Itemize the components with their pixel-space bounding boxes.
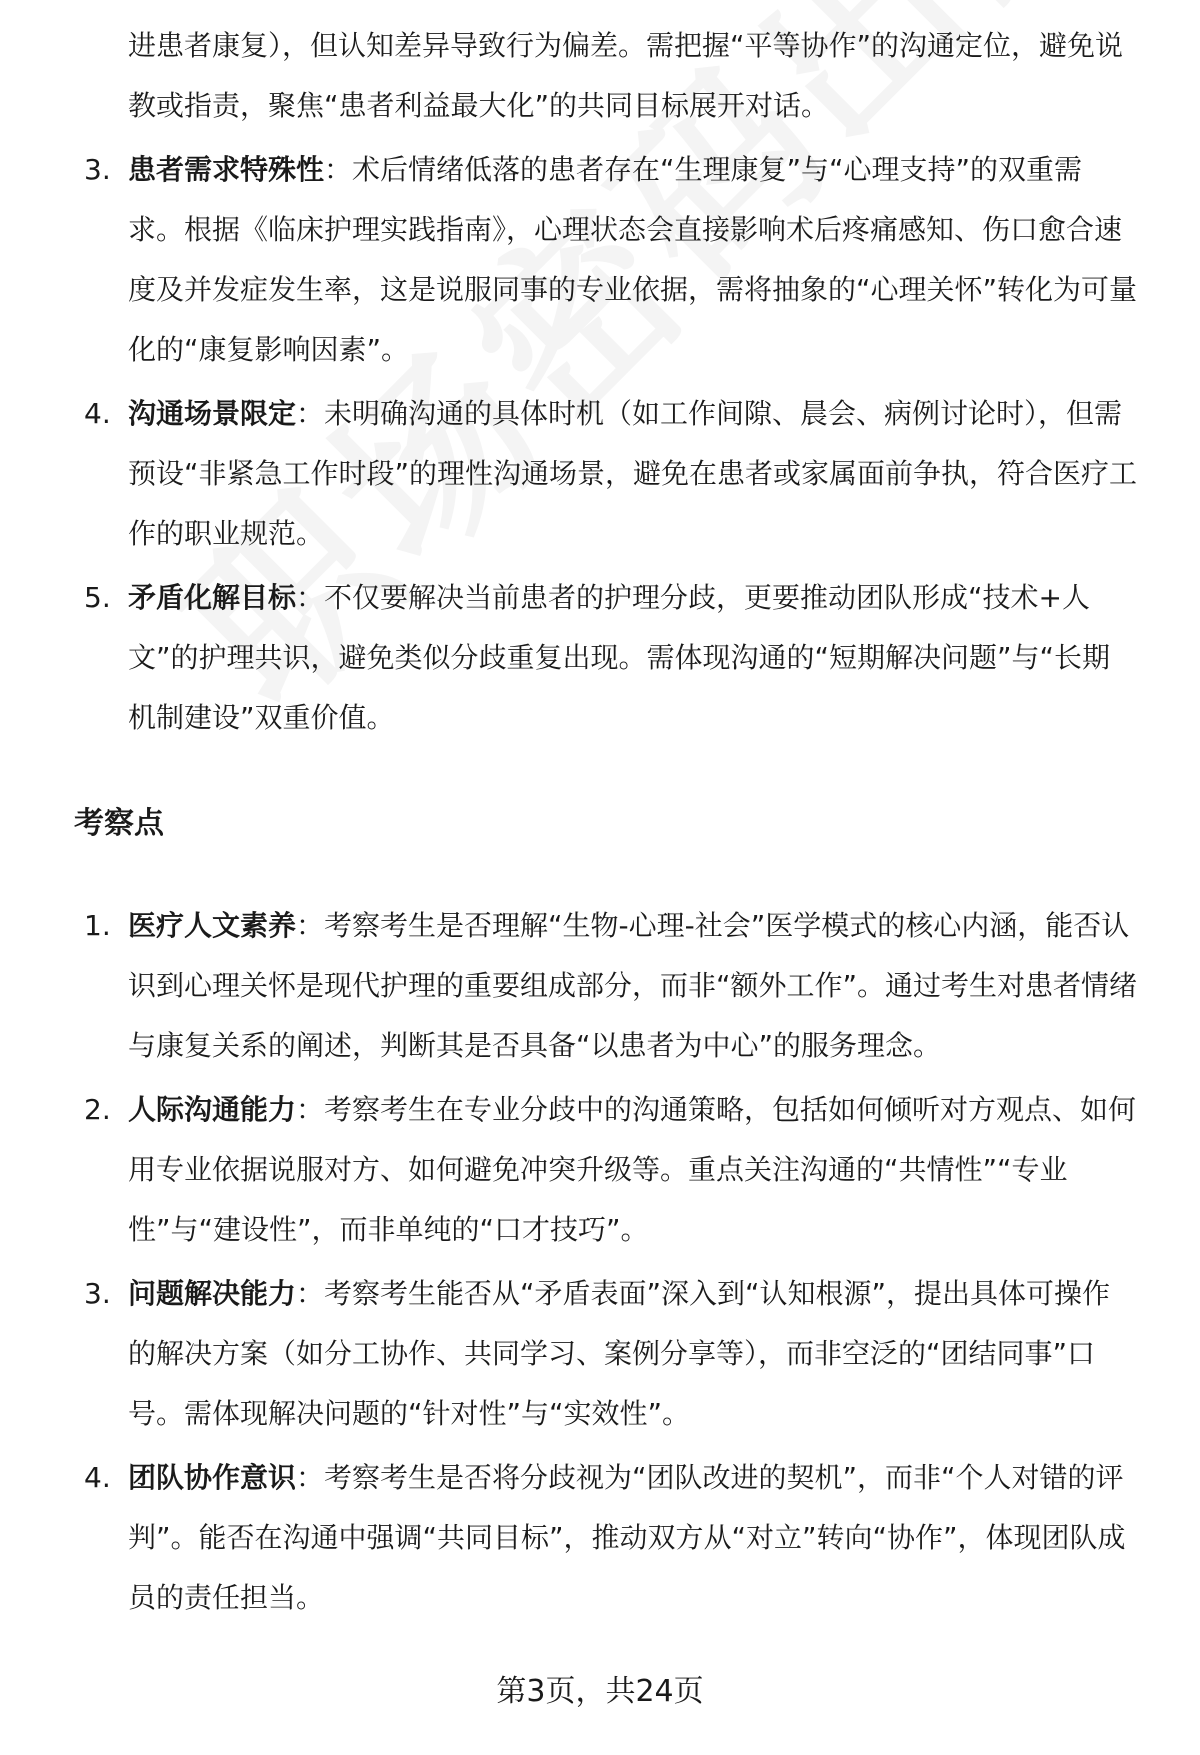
list-term: 患者需求特殊性 — [128, 153, 325, 186]
ordered-list-assessment-points — [0, 896, 1200, 1628]
ordered-list-requirements — [0, 140, 1200, 748]
list-number: 2. — [84, 1093, 111, 1126]
list-term: 沟通场景限定 — [128, 397, 297, 430]
list-item — [0, 1264, 1200, 1444]
list-term: 团队协作意识 — [128, 1461, 297, 1494]
continuation-paragraph: 进患者康复），但认知差异导致行为偏差。需把握“平等协作”的沟通定位，避免说教或指责，聚焦“患者利益最大化”的共同目标展开对话。 — [128, 29, 1124, 122]
list-term: 矛盾化解目标 — [128, 581, 297, 614]
list-item — [0, 568, 1200, 748]
list-item — [0, 896, 1200, 1076]
list-item — [0, 140, 1200, 380]
list-number: 4. — [84, 397, 111, 430]
list-item — [0, 1080, 1200, 1260]
list-text: ：考察考生在专业分歧中的沟通策略，包括如何倾听对方观点、如何用专业依据说服对方、如何避免冲突升级等。重点关注沟通的“共情性”“专业性”与“建设性”，而非单纯的“口才技巧”。 — [128, 1093, 1137, 1246]
list-number: 4. — [84, 1461, 111, 1494]
list-number: 1. — [84, 909, 111, 942]
list-text: ：考察考生是否将分歧视为“团队改进的契机”，而非“个人对错的评判”。能否在沟通中强调“共同目标”，推动双方从“对立”转向“协作”，体现团队成员的责任担当。 — [128, 1461, 1126, 1614]
list-text: ：考察考生是否理解“生物-心理-社会”医学模式的核心内涵，能否认识到心理关怀是现代护理的重要组成部分，而非“额外工作”。通过考生对患者情绪与康复关系的阐述，判断其是否具备“以患者为中心”的服务理念。 — [128, 909, 1138, 1062]
list-term: 医疗人文素养 — [128, 909, 297, 942]
list-item — [0, 1448, 1200, 1628]
list-text: ：未明确沟通的具体时机（如工作间隙、晨会、病例讨论时），但需预设“非紧急工作时段”的理性沟通场景，避免在患者或家属面前争执，符合医疗工作的职业规范。 — [128, 397, 1138, 550]
list-number: 5. — [84, 581, 111, 614]
list-term: 问题解决能力 — [128, 1277, 297, 1310]
section-heading: 考察点 — [74, 806, 164, 841]
list-item — [0, 384, 1200, 564]
list-number: 3. — [84, 1277, 111, 1310]
list-term: 人际沟通能力 — [128, 1093, 297, 1126]
list-text: ：不仅要解决当前患者的护理分歧，更要推动团队形成“技术+人文”的护理共识，避免类似分歧重复出现。需体现沟通的“短期解决问题”与“长期机制建设”双重价值。 — [128, 581, 1111, 734]
page-footer: 第3页，共24页 — [496, 1674, 704, 1709]
list-text: ：术后情绪低落的患者存在“生理康复”与“心理支持”的双重需求。根据《临床护理实践指南》，心理状态会直接影响术后疼痛感知、伤口愈合速度及并发症发生率，这是说服同事的专业依据，需将抽象的“心理关怀”转化为可量化的“康复影响因素”。 — [128, 153, 1138, 366]
list-text: ：考察考生能否从“矛盾表面”深入到“认知根源”，提出具体可操作的解决方案（如分工协作、共同学习、案例分享等），而非空泛的“团结同事”口号。需体现解决问题的“针对性”与“实效性”。 — [128, 1277, 1111, 1430]
list-number: 3. — [84, 153, 111, 186]
